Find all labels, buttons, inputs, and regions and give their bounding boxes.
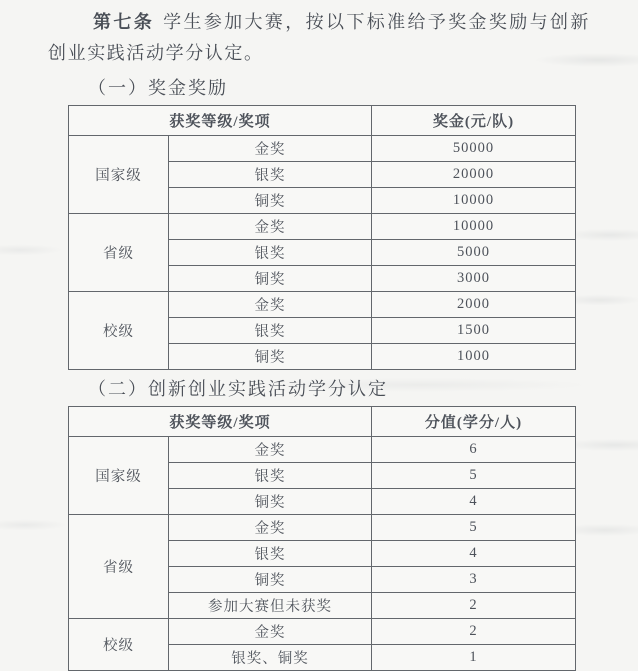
header-cell-grade: 获奖等级/奖项 xyxy=(69,407,372,437)
value-cell: 5 xyxy=(372,515,576,541)
award-cell: 金奖 xyxy=(169,214,372,240)
table-row xyxy=(69,292,576,318)
value-cell: 10000 xyxy=(372,214,576,240)
value-cell: 1 xyxy=(372,645,576,671)
value-cell: 2 xyxy=(372,593,576,619)
value-cell: 5 xyxy=(372,463,576,489)
credit-score-table xyxy=(68,406,576,671)
reward-money-table xyxy=(68,105,576,370)
table-row xyxy=(69,515,576,541)
award-cell: 铜奖 xyxy=(169,266,372,292)
article-paragraph xyxy=(48,7,590,69)
value-cell: 2 xyxy=(372,619,576,645)
award-cell: 铜奖 xyxy=(169,489,372,515)
table-header-row xyxy=(69,106,576,136)
award-cell: 金奖 xyxy=(169,619,372,645)
article-number: 第七条 xyxy=(93,12,155,32)
level-cell: 校级 xyxy=(69,619,169,671)
table-row xyxy=(69,136,576,162)
value-cell: 3 xyxy=(372,567,576,593)
award-cell: 银奖 xyxy=(169,318,372,344)
value-cell: 4 xyxy=(372,541,576,567)
level-cell: 校级 xyxy=(69,292,169,370)
value-cell: 1000 xyxy=(372,344,576,370)
level-cell: 省级 xyxy=(69,515,169,619)
article-text: 学生参加大赛，按以下标准给予奖金奖励与创新创业实践活动学分认定。 xyxy=(48,12,590,63)
value-cell: 1500 xyxy=(372,318,576,344)
level-cell: 国家级 xyxy=(69,136,169,214)
table-row xyxy=(69,214,576,240)
award-cell: 银奖 xyxy=(169,463,372,489)
award-cell: 铜奖 xyxy=(169,188,372,214)
value-cell: 2000 xyxy=(372,292,576,318)
level-cell: 省级 xyxy=(69,214,169,292)
section-heading-2: （二）创新创业实践活动学分认定 xyxy=(88,379,388,399)
award-cell: 银奖 xyxy=(169,541,372,567)
award-cell: 参加大赛但未获奖 xyxy=(169,593,372,619)
award-cell: 铜奖 xyxy=(169,567,372,593)
value-cell: 4 xyxy=(372,489,576,515)
award-cell: 金奖 xyxy=(169,515,372,541)
award-cell: 银奖 xyxy=(169,162,372,188)
table-row xyxy=(69,619,576,645)
header-cell-score: 分值(学分/人) xyxy=(372,407,576,437)
value-cell: 10000 xyxy=(372,188,576,214)
value-cell: 5000 xyxy=(372,240,576,266)
table-row xyxy=(69,437,576,463)
award-cell: 银奖、铜奖 xyxy=(169,645,372,671)
table-header-row xyxy=(69,407,576,437)
value-cell: 6 xyxy=(372,437,576,463)
award-cell: 金奖 xyxy=(169,292,372,318)
header-cell-grade: 获奖等级/奖项 xyxy=(69,106,372,136)
award-cell: 金奖 xyxy=(169,437,372,463)
award-cell: 金奖 xyxy=(169,136,372,162)
award-cell: 银奖 xyxy=(169,240,372,266)
value-cell: 3000 xyxy=(372,266,576,292)
value-cell: 50000 xyxy=(372,136,576,162)
award-cell: 铜奖 xyxy=(169,344,372,370)
section-heading-1: （一）奖金奖励 xyxy=(88,78,228,98)
level-cell: 国家级 xyxy=(69,437,169,515)
value-cell: 20000 xyxy=(372,162,576,188)
header-cell-money: 奖金(元/队) xyxy=(372,106,576,136)
